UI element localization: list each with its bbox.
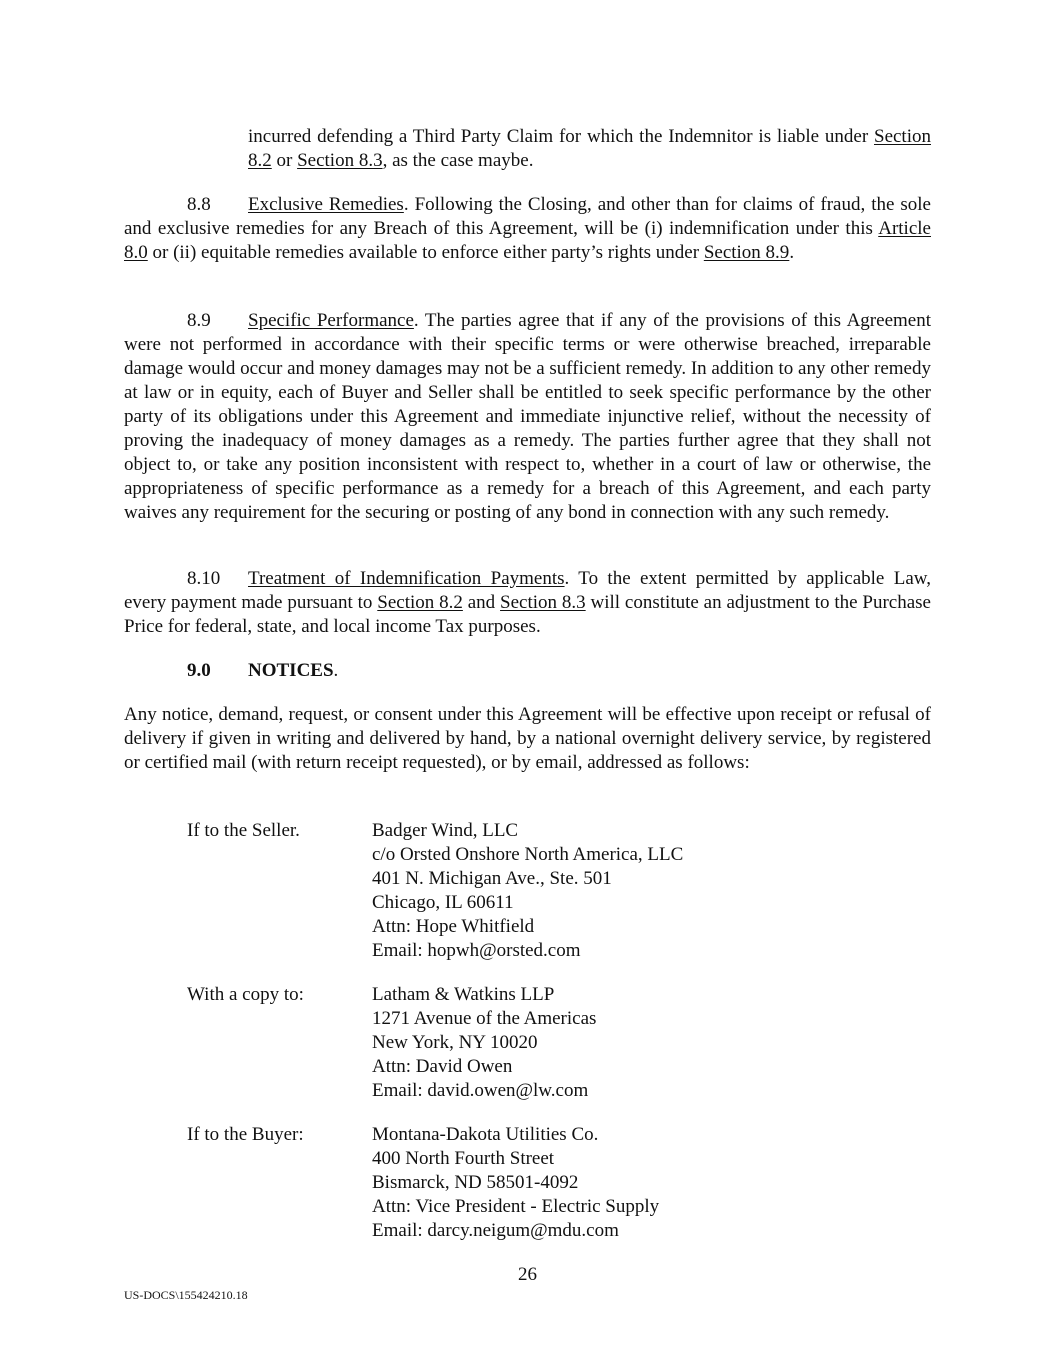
address-email: Email: david.owen@lw.com	[372, 1080, 589, 1101]
section-number: 8.9	[187, 310, 211, 331]
section-9-heading	[124, 659, 931, 683]
address-line: 400 North Fourth Street	[372, 1148, 555, 1169]
section-ref-link: Section 8.2	[248, 126, 931, 171]
text: .	[789, 242, 795, 263]
continuation-paragraph	[248, 125, 931, 173]
section-number: 8.8	[187, 194, 211, 215]
address-label: If to the Buyer:	[187, 1124, 304, 1145]
address-email: Email: darcy.neigum@mdu.com	[372, 1220, 619, 1241]
section-ref-link: Section 8.9	[703, 242, 790, 263]
text: and	[462, 592, 501, 613]
section-number: 8.10	[187, 568, 221, 589]
address-label: If to the Seller.	[187, 820, 300, 841]
text: will constitute an adjustment to the Purchase Price for federal, state, and local income Tax purposes.	[124, 592, 931, 637]
text: incurred defending a Third Party Claim for which the Indemnitor is liable under	[248, 126, 874, 147]
text: . The parties agree that if any of the provisions of this Agreement were not performed in accordance with their specific terms or were otherwise breached, irreparable damage would occur and money damages may not be a sufficient remedy. In addition to any other remedy at law or in equity, each of Buyer and Seller shall be entitled to seek specific performance by the other party of its obligations under this Agreement and immediate injunctive relief, without the necessity of proving the inadequacy of money damages as a remedy. The parties further agree that they shall not object to, or take any position inconsistent with respect to, whether in a court of law or otherwise, the appropriateness of specific performance as a remedy for a breach of this Agreement, and each party waives any requirement for the securing or posting of any bond in connection with any such remedy.	[124, 310, 931, 523]
address-label: With a copy to:	[187, 984, 304, 1005]
address-line: Attn: Hope Whitfield	[372, 916, 535, 937]
section-ref-link: Section 8.3	[500, 592, 586, 613]
address-line: 1271 Avenue of the Americas	[372, 1008, 597, 1029]
section-ref-link: Section 8.3	[297, 150, 383, 171]
section-8-8	[124, 193, 931, 265]
address-email: Email: hopwh@orsted.com	[372, 940, 581, 961]
section-number: 9.0	[187, 660, 211, 681]
notice-intro: Any notice, demand, request, or consent under this Agreement will be effective upon receipt or refusal of delivery if given in writing and delivered by hand, by a national overnight delivery service, by registered or certified mail (with return receipt requested), or by email, addressed as follows:	[124, 704, 931, 773]
text: .	[333, 660, 339, 681]
section-title: Specific Performance	[248, 310, 414, 331]
document-id: US-DOCS\155424210.18	[124, 1288, 248, 1302]
text: , as the case maybe.	[382, 150, 534, 171]
address-line: c/o Orsted Onshore North America, LLC	[372, 844, 684, 865]
text: . To the extent permitted by applicable Law, every payment made pursuant to	[124, 568, 931, 613]
address-line: Attn: David Owen	[372, 1056, 513, 1077]
section-title: Exclusive Remedies	[248, 194, 404, 215]
address-line: Chicago, IL 60611	[372, 892, 514, 913]
address-line: Latham & Watkins LLP	[372, 984, 555, 1005]
address-line: Montana-Dakota Utilities Co.	[372, 1124, 599, 1145]
text: or (ii) equitable remedies available to enforce either party’s rights under	[147, 242, 704, 263]
address-line: 401 N. Michigan Ave., Ste. 501	[372, 868, 612, 889]
text: . Following the Closing, and other than for claims of fraud, the sole and exclusive remedies for any Breach of this Agreement, will be (i) indemnification under this	[124, 194, 931, 239]
address-line: New York, NY 10020	[372, 1032, 538, 1053]
address-line: Badger Wind, LLC	[372, 820, 519, 841]
address-line: Attn: Vice President - Electric Supply	[372, 1196, 660, 1217]
address-line: Bismarck, ND 58501-4092	[372, 1172, 579, 1193]
section-8-9	[124, 309, 931, 525]
section-title: NOTICES	[248, 660, 334, 681]
section-title: Treatment of Indemnification Payments	[248, 568, 565, 589]
section-8-10	[124, 567, 931, 639]
page-number: 26	[518, 1264, 537, 1285]
section-ref-link: Article 8.0	[124, 218, 931, 263]
section-ref-link: Section 8.2	[377, 592, 463, 613]
text: or	[271, 150, 298, 171]
